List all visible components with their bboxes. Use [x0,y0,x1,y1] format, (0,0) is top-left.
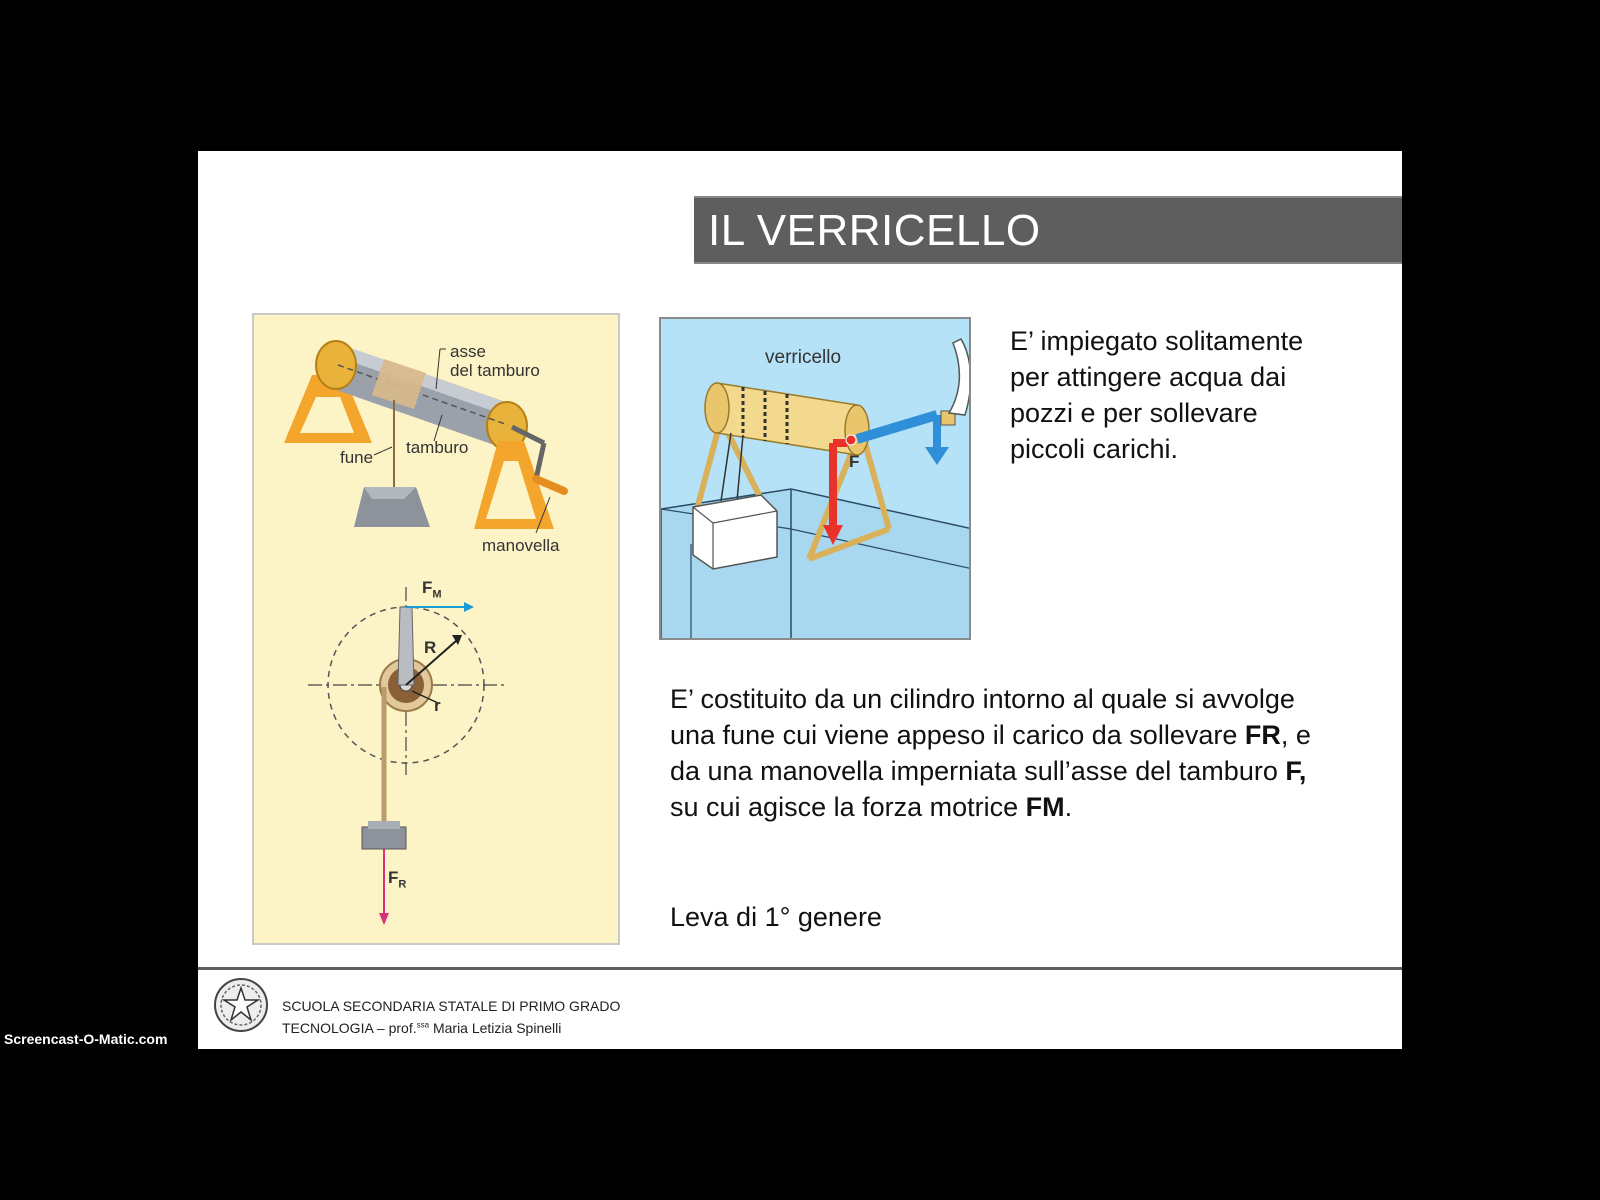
hand [949,339,971,415]
weight [362,827,406,849]
paragraph-usage: E’ impiegato solitamente per attingere acqua dai pozzi e per sollevare piccoli carichi. [1010,326,1304,464]
slide [198,151,1402,1049]
label-fune: fune [340,448,374,467]
label-tamburo: tamburo [406,438,469,457]
winch-diagram-middle [659,317,971,640]
label-fr: $F_R$ [388,868,407,891]
label-del-tamburo: del tamburo [450,361,540,380]
footer-divider [198,967,1402,970]
label-manovella: manovella [482,536,560,555]
label-r: r [434,696,441,715]
title-bar [694,196,1402,264]
republic-emblem-icon [212,976,270,1034]
footer-teacher: TECNOLOGIA – prof.$^{ssa}$ Maria Letizia Spinelli [282,1020,562,1036]
label-R: R [424,638,437,657]
paragraph-description: E’ costituito da un cilindro intorno al quale si avvolge una fune cui viene appeso il carico da sollevare FR, e da una manovella imperniata sull’asse del tamburo F, su cui agisce la forza motrice FM. [670,684,1311,822]
winch-drawing [254,315,620,945]
winch-diagram-left [252,313,620,945]
footer-school: SCUOLA SECONDARIA STATALE DI PRIMO GRADO [282,998,621,1014]
label-fm: $F_M$ [422,578,442,601]
slide-title: IL VERRICELLO [708,206,1041,255]
paragraph-lever-type: Leva di 1° genere [670,902,882,932]
label-f: F [849,452,860,471]
crank-lever [398,607,414,685]
label-verricello: verricello [765,347,842,368]
bucket-block [693,495,777,569]
label-asse: asse [450,342,486,361]
watermark: Screencast-O-Matic.com [4,1031,168,1047]
